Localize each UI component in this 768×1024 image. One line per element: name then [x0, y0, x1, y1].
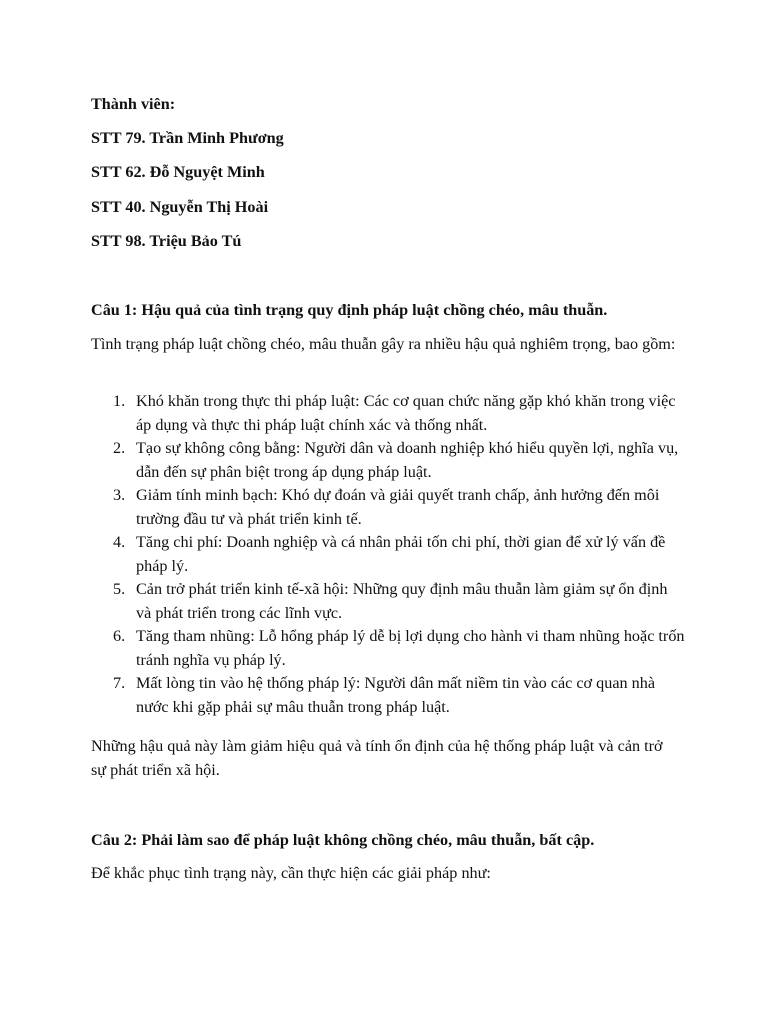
list-item — [91, 531, 691, 578]
list-item-text: Tăng chi phí: Doanh nghiệp và cá nhân phải tốn chi phí, thời gian để xử lý vấn đề pháp lý. — [136, 533, 666, 575]
list-item — [91, 578, 691, 625]
list-item-number: 6. — [113, 627, 126, 645]
list-item — [91, 625, 691, 672]
member-4: STT 98. Triệu Bảo Tú — [91, 232, 242, 250]
question1-intro: Tình trạng pháp luật chồng chéo, mâu thuẫn gây ra nhiều hậu quả nghiêm trọng, bao gồm: — [91, 335, 676, 353]
list-item — [91, 672, 691, 719]
list-item-number: 1. — [113, 392, 126, 410]
list-item-text: Khó khăn trong thực thi pháp luật: Các cơ quan chức năng gặp khó khăn trong việc áp dụng và thực thi pháp luật chính xác và thống nhất. — [136, 392, 676, 434]
list-item-number: 3. — [113, 486, 126, 504]
member-2: STT 62. Đỗ Nguyệt Minh — [91, 163, 265, 181]
list-item — [91, 484, 691, 531]
list-item-text: Tạo sự không công bằng: Người dân và doanh nghiệp khó hiểu quyền lợi, nghĩa vụ, dẫn đến sự phân biệt trong áp dụng pháp luật. — [136, 439, 679, 481]
question2-intro: Để khắc phục tình trạng này, cần thực hiện các giải pháp như: — [91, 864, 491, 882]
list-item-text: Mất lòng tin vào hệ thống pháp lý: Người dân mất niềm tin vào các cơ quan nhà nước khi gặp phải sự mâu thuẫn trong pháp luật. — [136, 674, 656, 716]
list-item-text: Tăng tham nhũng: Lỗ hổng pháp lý dễ bị lợi dụng cho hành vi tham nhũng hoặc trốn tránh nghĩa vụ pháp lý. — [136, 627, 685, 669]
member-1: STT 79. Trần Minh Phương — [91, 129, 284, 147]
consequences-list — [91, 390, 691, 719]
list-item-number: 2. — [113, 439, 126, 457]
list-item-text: Cản trở phát triển kinh tế-xã hội: Những quy định mâu thuẫn làm giảm sự ổn định và phát triển trong các lĩnh vực. — [136, 580, 668, 622]
list-item — [91, 437, 691, 484]
question1-heading: Câu 1: Hậu quả của tình trạng quy định pháp luật chồng chéo, mâu thuẫn. — [91, 301, 608, 319]
members-heading: Thành viên: — [91, 95, 176, 113]
list-item-number: 7. — [113, 674, 126, 692]
question2-heading: Câu 2: Phải làm sao để pháp luật không chồng chéo, mâu thuẫn, bất cập. — [91, 831, 595, 849]
list-item-number: 5. — [113, 580, 126, 598]
question1-conclusion: Những hậu quả này làm giảm hiệu quả và tính ổn định của hệ thống pháp luật và cản trở sự phát triển xã hội. — [91, 737, 663, 779]
list-item-number: 4. — [113, 533, 126, 551]
member-3: STT 40. Nguyễn Thị Hoài — [91, 198, 269, 216]
list-item — [91, 390, 691, 437]
list-item-text: Giảm tính minh bạch: Khó dự đoán và giải quyết tranh chấp, ảnh hưởng đến môi trường đầu tư và phát triển kinh tế. — [136, 486, 660, 528]
